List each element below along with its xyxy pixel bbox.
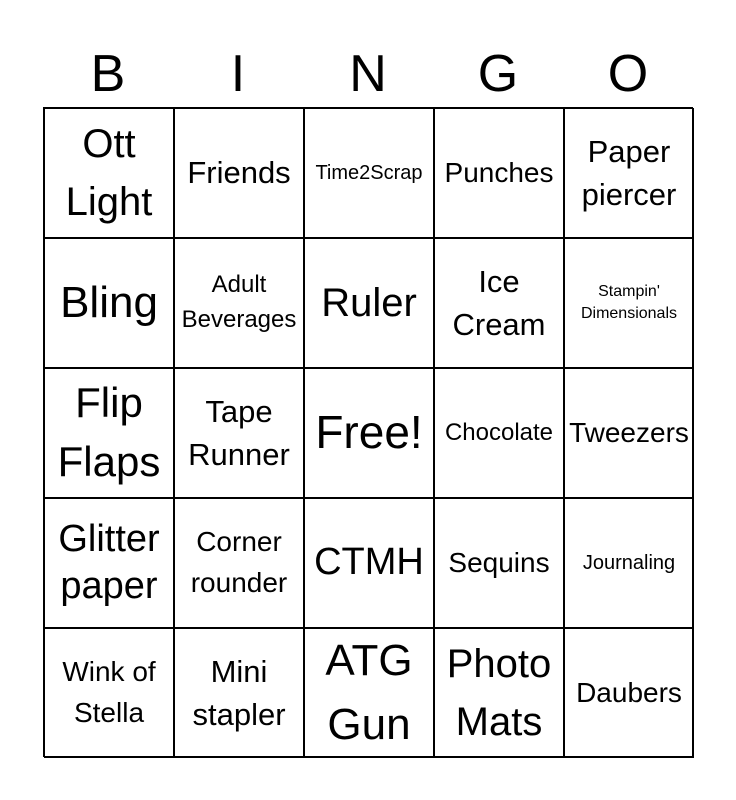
bingo-cell[interactable]: Corner rounder [174,498,304,628]
bingo-cell[interactable]: Wink of Stella [44,628,174,758]
bingo-header [43,44,693,104]
bingo-cell[interactable]: Photo Mats [434,628,564,758]
bingo-cell[interactable]: Ruler [304,238,434,368]
bingo-cell[interactable]: ATG Gun [304,628,434,758]
header-letter-i: I [230,45,246,103]
bingo-cell[interactable]: Daubers [564,628,694,758]
bingo-cell[interactable]: Stampin' Dimensionals [564,238,694,368]
bingo-cell[interactable]: Sequins [434,498,564,628]
bingo-cell[interactable]: Flip Flaps [44,368,174,498]
bingo-cell[interactable]: Bling [44,238,174,368]
bingo-cell[interactable]: Time2Scrap [304,108,434,238]
bingo-board [43,107,693,757]
bingo-cell[interactable]: Chocolate [434,368,564,498]
free-space[interactable]: Free! [304,368,434,498]
bingo-cell[interactable]: Ott Light [44,108,174,238]
header-letter-g: G [477,45,519,103]
header-letter-b: B [90,45,126,103]
bingo-cell[interactable]: Glitter paper [44,498,174,628]
bingo-cell[interactable]: Mini stapler [174,628,304,758]
bingo-cell[interactable]: Punches [434,108,564,238]
header-letter-n: N [349,45,387,103]
bingo-cell[interactable]: Tweezers [564,368,694,498]
bingo-cell[interactable]: CTMH [304,498,434,628]
bingo-cell[interactable]: Ice Cream [434,238,564,368]
bingo-cell[interactable]: Adult Beverages [174,238,304,368]
bingo-cell[interactable]: Paper piercer [564,108,694,238]
bingo-cell[interactable]: Journaling [564,498,694,628]
bingo-cell[interactable]: Friends [174,108,304,238]
header-letter-o: O [607,45,649,103]
bingo-cell[interactable]: Tape Runner [174,368,304,498]
